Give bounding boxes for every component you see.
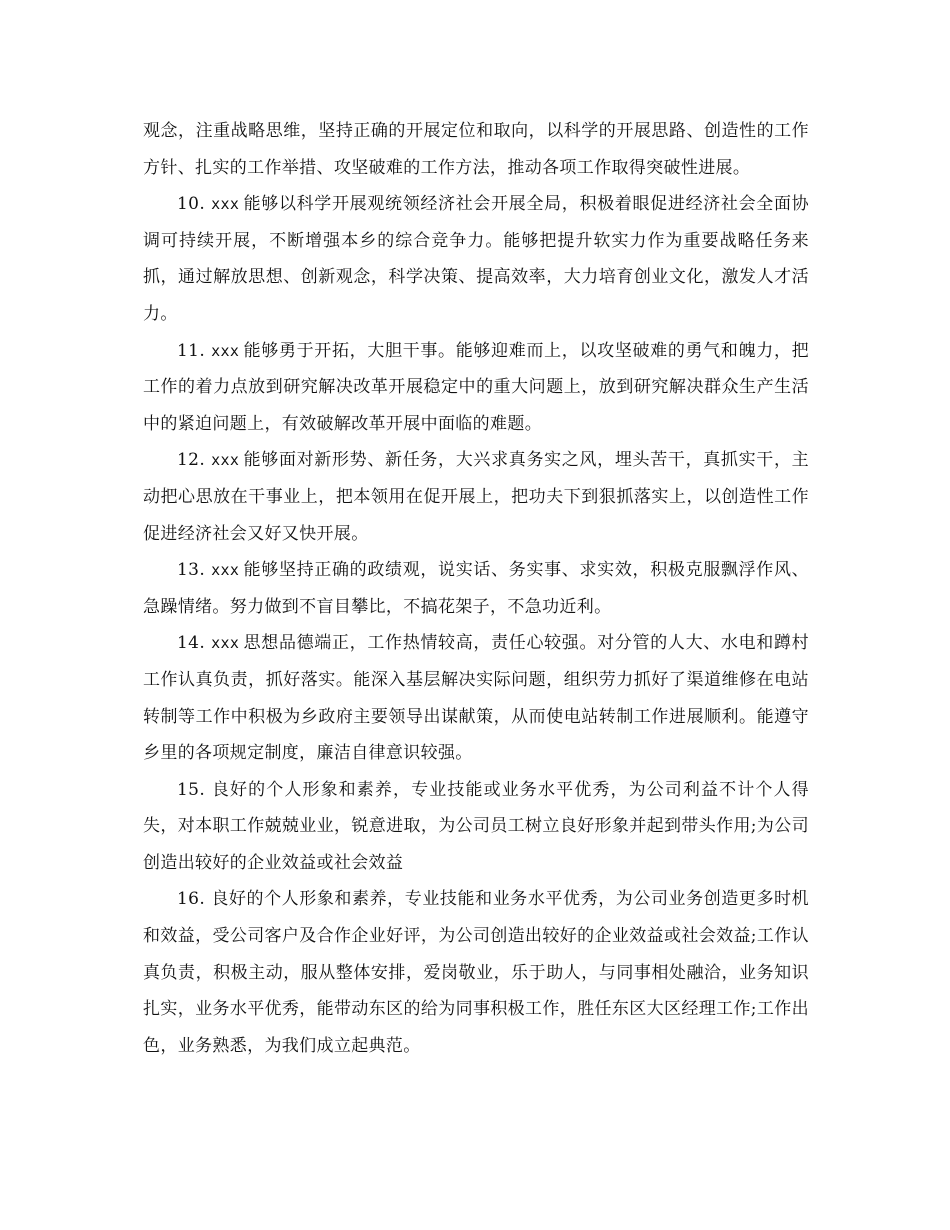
paragraph-text: 能够坚持正确的政绩观，说实话、务实事、求实效，积极克服飘浮作风、急躁情绪。努力做到不盲目攀比，不搞花架子，不急功近利。 xyxy=(143,560,809,617)
paragraph-text: 观念，注重战略思维，坚持正确的开展定位和取向，以科学的开展思路、创造性的工作方针、扎实的工作举措、攻坚破难的工作方法，推动各项工作取得突破性进展。 xyxy=(143,121,809,178)
item-number: 11. xyxy=(177,340,206,361)
paragraph-text: 能够以科学开展观统领经济社会开展全局，积极着眼促进经济社会全面协调可持续开展，不断增强本乡的综合竞争力。能够把提升软实力作为重要战略任务来抓，通过解放思想、创新观念，科学决策、提高效率，大力培育创业文化，激发人才活力。 xyxy=(143,194,809,324)
paragraph-14 xyxy=(143,625,809,771)
item-number: 12. xyxy=(177,450,206,471)
document-body xyxy=(143,113,809,1064)
item-number: 14. xyxy=(177,633,206,654)
paragraph-text: 良好的个人形象和素养，专业技能和业务水平优秀，为公司业务创造更多时机和效益，受公司客户及合作企业好评，为公司创造出较好的企业效益或社会效益;工作认真负责，积极主动，服从整体安排，爱岗敬业，乐于助人，与同事相处融洽，业务知识扎实，业务水平优秀，能带动东区的给为同事积极工作，胜任东区大区经理工作;工作出色，业务熟悉，为我们成立起典范。 xyxy=(143,889,809,1056)
paragraph-continuation xyxy=(143,113,809,186)
paragraph-text: 思想品德端正，工作热情较高，责任心较强。对分管的人大、水电和蹲村工作认真负责，抓好落实。能深入基层解决实际问题，组织劳力抓好了渠道维修在电站转制等工作中积极为乡政府主要领导出谋献策，从而使电站转制工作进展顺利。能遵守乡里的各项规定制度，廉洁自律意识较强。 xyxy=(143,633,809,764)
subject-name: xxx xyxy=(211,561,240,580)
subject-name: xxx xyxy=(211,341,240,360)
subject-name: xxx xyxy=(211,634,240,653)
paragraph-16 xyxy=(143,881,809,1064)
paragraph-text: 良好的个人形象和素养，专业技能或业务水平优秀，为公司利益不计个人得失，对本职工作兢兢业业，锐意进取，为公司员工树立良好形象并起到带头作用;为公司创造出较好的企业效益或社会效益 xyxy=(143,779,809,873)
paragraph-text: 能够面对新形势、新任务，大兴求真务实之风，埋头苦干，真抓实干，主动把心思放在干事业上，把本领用在促开展上，把功夫下到狠抓落实上，以创造性工作促进经济社会又好又快开展。 xyxy=(143,450,809,544)
paragraph-10 xyxy=(143,186,809,332)
paragraph-15 xyxy=(143,772,809,882)
item-number: 10. xyxy=(177,194,206,215)
paragraph-11 xyxy=(143,333,809,443)
paragraph-13 xyxy=(143,552,809,625)
item-number: 16. xyxy=(177,889,206,910)
item-number: 13. xyxy=(177,560,206,581)
subject-name: xxx xyxy=(211,195,240,214)
subject-name: xxx xyxy=(211,451,240,470)
paragraph-12 xyxy=(143,442,809,552)
item-number: 15. xyxy=(177,779,206,800)
paragraph-text: 能够勇于开拓，大胆干事。能够迎难而上，以攻坚破难的勇气和魄力，把工作的着力点放到研究解决改革开展稳定中的重大问题上，放到研究解决群众生产生活中的紧迫问题上，有效破解改革开展中面临的难题。 xyxy=(143,340,809,434)
